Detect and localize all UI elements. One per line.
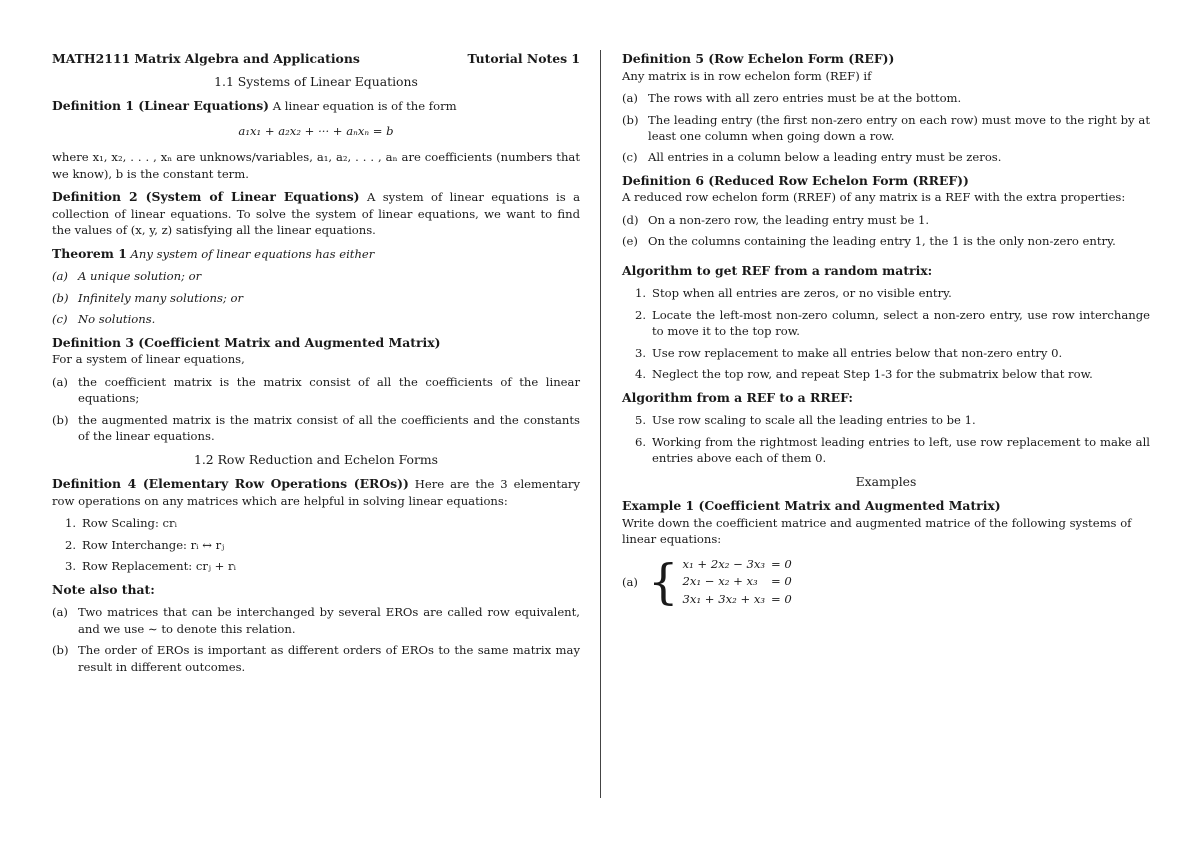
algorithm-ref-heading: Algorithm to get REF from a random matrix: [622, 262, 933, 278]
theorem-1-list [52, 268, 580, 327]
list-item: 3. Use row replacement to make all entries below that non-zero entry 0. [634, 345, 1063, 360]
linear-equation-formula: a₁x₁ + a₂x₂ + ··· + aₙxₙ = b [238, 123, 394, 138]
list-item: (c) No solutions. [52, 312, 156, 327]
definition-6-intro: A reduced row echelon form (RREF) of any matrix is a REF with the extra properties: [622, 190, 1126, 205]
definition-4-heading: Definition 4 (Elementary Row Operations (EROs)) [52, 476, 409, 492]
definition-6-list [622, 212, 1150, 250]
page-header [52, 50, 580, 68]
left-column [52, 50, 580, 681]
definition-2-heading: Definition 2 (System of Linear Equations) [52, 189, 360, 205]
equation-system [622, 553, 1150, 610]
definition-2 [52, 188, 580, 239]
ero-list [52, 515, 580, 574]
definition-5-heading: Definition 5 (Row Echelon Form (REF)) [622, 51, 895, 66]
section-title-1-1: 1.1 Systems of Linear Equations [214, 73, 418, 89]
list-item: (c) All entries in a column below a leading entry must be zeros. [622, 150, 1002, 165]
column-divider [600, 50, 601, 798]
right-column [622, 50, 1150, 608]
tutorial-label: Tutorial Notes 1 [467, 51, 580, 66]
list-item: 5. Use row scaling to scale all the leading entries to be 1. [634, 413, 976, 428]
definition-3 [52, 334, 580, 368]
definition-4 [52, 475, 580, 509]
list-item: 2. Row Interchange: rᵢ ↔ rⱼ [64, 537, 225, 552]
algorithm-rref-list [622, 412, 1150, 466]
list-item: 6. Working from the rightmost leading entries to left, use row replacement to make all entries above each of them 0. [634, 434, 1150, 466]
list-item: 1. Row Scaling: crᵢ [64, 516, 177, 531]
equation-row: x₁ + 2x₂ − 3x₃ = 0 [682, 556, 792, 571]
list-item: (a) The rows with all zero entries must be at the bottom. [622, 91, 962, 106]
examples-title: Examples [855, 473, 917, 489]
definition-5 [622, 50, 1150, 84]
algorithm-ref-list [622, 285, 1150, 382]
list-item: 1. Stop when all entries are zeros, or no visible entry. [634, 286, 952, 301]
left-brace: { [648, 553, 679, 610]
equation-table [683, 556, 798, 608]
definition-3-list [52, 374, 580, 445]
definition-6-heading: Definition 6 (Reduced Row Echelon Form (RREF)) [622, 172, 969, 188]
list-item: (b) the augmented matrix is the matrix consist of all the coefficients and the constants of the linear equations. [52, 412, 580, 444]
definition-3-heading: Definition 3 (Coefficient Matrix and Augmented Matrix) [52, 334, 441, 350]
definition-4-body: Here are the 3 elementary row operations on any matrices which are helpful in solving linear equations: [52, 477, 581, 508]
definition-1-intro: A linear equation is of the form [272, 99, 457, 114]
equation-row: 2x₁ − x₂ + x₃ = 0 [682, 574, 792, 589]
list-item: (b) The leading entry (the first non-zero entry on each row) must move to the right by at least one column when going down a row. [622, 112, 1150, 143]
example-1-body: Write down the coefficient matrice and augmented matrice of the following systems of linear equations: [622, 515, 1132, 547]
definition-1-heading: Definition 1 (Linear Equations) [52, 98, 270, 114]
course-title: MATH2111 Matrix Algebra and Applications [52, 51, 360, 66]
definition-2-body: A system of linear equations is a collection of linear equations. To solve the system of linear equations, we want to find the values of (x, y, z) satisfying all the linear equations. [52, 190, 581, 238]
example-1-heading: Example 1 (Coefficient Matrix and Augmented Matrix) [622, 498, 1001, 514]
list-item: (b) Infinitely many solutions; or [52, 290, 244, 305]
theorem-1 [52, 245, 580, 263]
list-item: (a) Two matrices that can be interchanged by several EROs are called row equivalent, and we use ∼ to denote this relation. [52, 605, 580, 636]
theorem-1-body: Any system of linear equations has either [130, 246, 375, 261]
list-item: 3. Row Replacement: crⱼ + rᵢ [64, 559, 236, 574]
algorithm-rref-heading: Algorithm from a REF to a RREF: [622, 389, 853, 405]
example-1 [622, 497, 1150, 548]
definition-6 [622, 172, 1150, 206]
definition-5-intro: Any matrix is in row echelon form (REF) if [622, 68, 872, 83]
definition-3-intro: For a system of linear equations, [52, 352, 245, 367]
list-item: (a) the coefficient matrix is the matrix consist of all the coefficients of the linear equations; [52, 374, 580, 406]
section-title-1-2: 1.2 Row Reduction and Echelon Forms [193, 451, 439, 467]
list-item: (a) A unique solution; or [52, 269, 202, 284]
note-heading: Note also that: [52, 581, 155, 597]
note-list [52, 604, 580, 675]
definition-1 [52, 97, 580, 115]
equation-row: 3x₁ + 3x₂ + x₃ = 0 [682, 591, 792, 606]
list-item: 4. Neglect the top row, and repeat Step 1-3 for the submatrix below that row. [634, 367, 1093, 382]
system-label: (a) [622, 574, 638, 589]
list-item: (e) On the columns containing the leading entry 1, the 1 is the only non-zero entry. [622, 234, 1116, 249]
list-item: (b) The order of EROs is important as different orders of EROs to the same matrix may result in different outcomes. [52, 643, 580, 674]
definition-1-body: where x₁, x₂, . . . , xₙ are unknows/variables, a₁, a₂, . . . , aₙ are coefficients (numbers that we know), b is the constant term. [52, 150, 580, 181]
list-item: 2. Locate the left-most non-zero column, select a non-zero entry, use row interchange to move it to the top row. [634, 307, 1150, 339]
definition-5-list [622, 90, 1150, 166]
theorem-1-heading: Theorem 1 [52, 245, 127, 261]
list-item: (d) On a non-zero row, the leading entry must be 1. [622, 212, 930, 227]
